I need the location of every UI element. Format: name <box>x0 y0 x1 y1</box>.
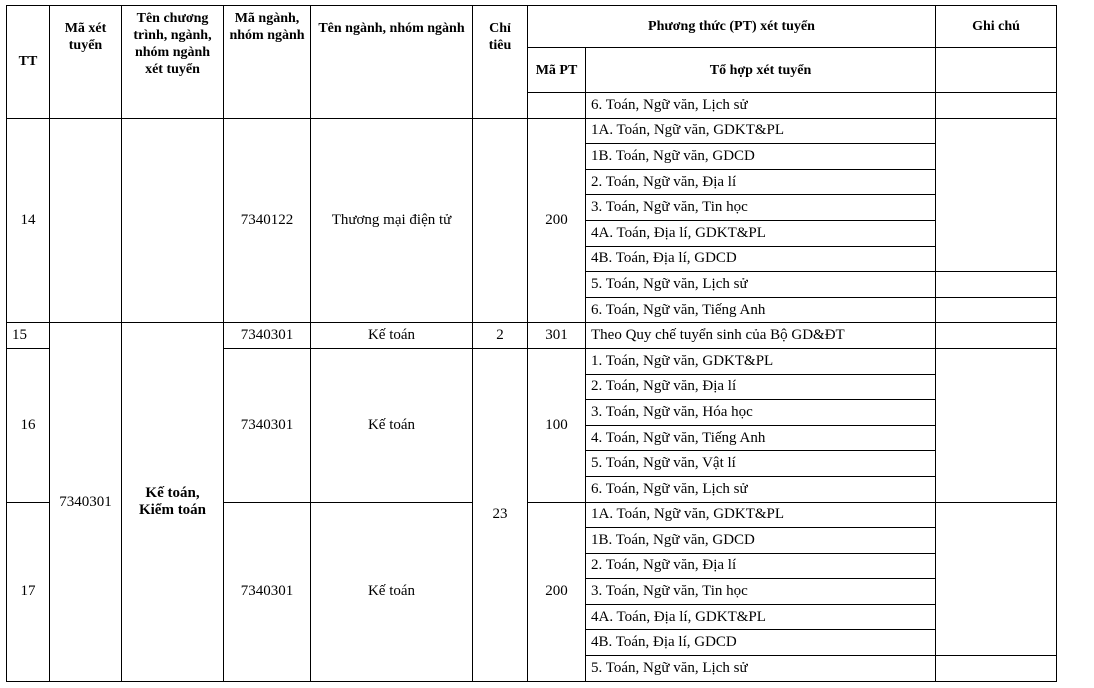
header-chi-tieu: Chỉ tiêu <box>473 6 528 119</box>
ghi-chu-cell <box>936 323 1057 349</box>
to-hop-cell: 6. Toán, Ngữ văn, Lịch sử <box>586 476 936 502</box>
to-hop-cell: 5. Toán, Ngữ văn, Lịch sử <box>586 272 936 298</box>
ma-xet-tuyen-cell <box>50 118 122 323</box>
to-hop-cell: 1B. Toán, Ngữ văn, GDCD <box>586 528 936 554</box>
header-row-1 <box>7 6 1057 48</box>
chi-tieu-cell: 2 <box>473 323 528 349</box>
to-hop-cell: 3. Toán, Ngữ văn, Hóa học <box>586 400 936 426</box>
ma-xet-tuyen-cell: 7340301 <box>50 323 122 681</box>
ma-nganh-cell: 7340122 <box>224 118 311 323</box>
to-hop-cell: 1A. Toán, Ngữ văn, GDKT&PL <box>586 502 936 528</box>
ma-pt-cell: 100 <box>528 348 586 502</box>
ten-nganh-cell: Thương mại điện tử <box>311 118 473 323</box>
to-hop-cell: 1. Toán, Ngữ văn, GDKT&PL <box>586 348 936 374</box>
to-hop-cell: 2. Toán, Ngữ văn, Địa lí <box>586 169 936 195</box>
header-ma-pt: Mã PT <box>528 48 586 93</box>
to-hop-cell: 4B. Toán, Địa lí, GDCD <box>586 630 936 656</box>
header-ten-chuong-trinh: Tên chương trình, ngành, nhóm ngành xét tuyển <box>122 6 224 119</box>
ghi-chu-cell <box>936 93 1057 119</box>
tt-cell: 15 <box>7 323 50 349</box>
header-ghi-chu-blank <box>936 48 1057 93</box>
ghi-chu-cell <box>936 118 1057 272</box>
header-phuong-thuc: Phương thức (PT) xét tuyển <box>528 6 936 48</box>
ma-pt-cell: 301 <box>528 323 586 349</box>
header-ma-nganh: Mã ngành, nhóm ngành <box>224 6 311 119</box>
ma-nganh-cell: 7340301 <box>224 323 311 349</box>
to-hop-cell: 1A. Toán, Ngữ văn, GDKT&PL <box>586 118 936 144</box>
ten-nganh-cell: Kế toán <box>311 502 473 681</box>
to-hop-cell: 6. Toán, Ngữ văn, Lịch sử <box>586 93 936 119</box>
ma-pt-cell <box>528 93 586 119</box>
tt-cell: 14 <box>7 118 50 323</box>
to-hop-cell: 4A. Toán, Địa lí, GDKT&PL <box>586 220 936 246</box>
to-hop-cell: 3. Toán, Ngữ văn, Tin học <box>586 579 936 605</box>
ten-chuong-trinh-cell <box>122 118 224 323</box>
chi-tieu-cell: 23 <box>473 348 528 681</box>
ghi-chu-cell <box>936 272 1057 298</box>
ghi-chu-cell <box>936 348 1057 502</box>
ma-nganh-cell: 7340301 <box>224 348 311 502</box>
ghi-chu-cell <box>936 656 1057 682</box>
to-hop-cell: 3. Toán, Ngữ văn, Tin học <box>586 195 936 221</box>
tt-cell: 17 <box>7 502 50 681</box>
to-hop-cell: 1B. Toán, Ngữ văn, GDCD <box>586 144 936 170</box>
tt-cell: 16 <box>7 348 50 502</box>
ma-pt-cell: 200 <box>528 502 586 681</box>
to-hop-cell: 4. Toán, Ngữ văn, Tiếng Anh <box>586 425 936 451</box>
ma-pt-cell: 200 <box>528 118 586 323</box>
to-hop-cell: Theo Quy chế tuyển sinh của Bộ GD&ĐT <box>586 323 936 349</box>
to-hop-cell: 4A. Toán, Địa lí, GDKT&PL <box>586 604 936 630</box>
ghi-chu-cell <box>936 297 1057 323</box>
header-ma-xet-tuyen: Mã xét tuyển <box>50 6 122 119</box>
to-hop-cell: 2. Toán, Ngữ văn, Địa lí <box>586 553 936 579</box>
to-hop-cell: 4B. Toán, Địa lí, GDCD <box>586 246 936 272</box>
ten-chuong-trinh-cell: Kế toán, Kiểm toán <box>122 323 224 681</box>
admission-table <box>6 5 1057 682</box>
header-to-hop: Tổ hợp xét tuyển <box>586 48 936 93</box>
ghi-chu-cell <box>936 502 1057 656</box>
header-ghi-chu: Ghi chú <box>936 6 1057 48</box>
to-hop-cell: 2. Toán, Ngữ văn, Địa lí <box>586 374 936 400</box>
ten-nganh-cell: Kế toán <box>311 323 473 349</box>
to-hop-cell: 5. Toán, Ngữ văn, Lịch sử <box>586 656 936 682</box>
chi-tieu-cell <box>473 118 528 323</box>
header-ten-nganh: Tên ngành, nhóm ngành <box>311 6 473 119</box>
table-row <box>7 323 1057 349</box>
ten-nganh-cell: Kế toán <box>311 348 473 502</box>
to-hop-cell: 6. Toán, Ngữ văn, Tiếng Anh <box>586 297 936 323</box>
to-hop-cell: 5. Toán, Ngữ văn, Vật lí <box>586 451 936 477</box>
ma-nganh-cell: 7340301 <box>224 502 311 681</box>
table-row <box>7 118 1057 144</box>
header-tt: TT <box>7 6 50 119</box>
